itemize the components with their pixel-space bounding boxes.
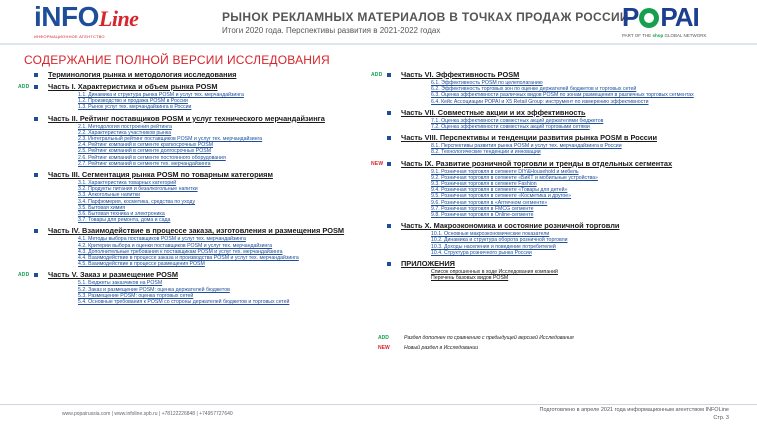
legend-text: Новый раздел в Исследовании (404, 345, 479, 351)
bullet-square-icon (387, 136, 391, 140)
toc-subsection[interactable]: 4.5. Взаимодействие в процессе размещения POSM (78, 261, 205, 268)
toc-entry[interactable] (371, 221, 741, 256)
toc-subsection[interactable]: 10.3. Доходы населения и поведение потребителей (431, 243, 556, 250)
toc-subsection[interactable]: 10.2. Динамика и структура оборота розничной торговли (431, 237, 568, 244)
toc-subsection[interactable]: 2.7. Рейтинг компаний в сегменте тех. мерчандайзинга (78, 160, 211, 167)
toc-subsection[interactable]: 9.5. Розничная торговля в сегменте «Косметика и другое» (431, 193, 572, 200)
toc-subsection[interactable]: 9.6. Розничная торговля в «Аптечном сегменте» (431, 199, 548, 206)
toc-entry[interactable] (18, 270, 360, 305)
bullet-square-icon (34, 229, 38, 233)
toc-subsection[interactable]: 7.2. Оценка эффективности совместных акций торговыми сетями (431, 124, 590, 131)
toc-subsection[interactable]: 2.4. Рейтинг компаний в сегменте краткосрочных POSM (78, 142, 214, 149)
toc-subsection-list (78, 280, 360, 305)
toc-subsection[interactable]: 5.3. Размещение POSM: оценка торговых сетей (78, 292, 194, 299)
toc-subsection[interactable]: 4.4. Взаимодействие в процессе заказа и производства POSM и услуг тех. мерчандайзинга (78, 255, 299, 262)
toc-entry-title[interactable]: ПРИЛОЖЕНИЯ (401, 259, 455, 269)
toc-subsection[interactable]: 3.6. Бытовая техника и электроника (78, 211, 165, 218)
toc-subsection-list (431, 231, 741, 256)
popai-logo (622, 2, 728, 38)
toc-subsection[interactable]: 2.3. Интегральный рейтинг поставщиков POSM и услуг тех. мерчандайзинга (78, 136, 263, 143)
toc-subsection[interactable]: 9.3. Розничная торговля в сегменте Fashion (431, 181, 537, 188)
add-badge: ADD (371, 72, 383, 78)
toc-entry-title[interactable]: Часть II. Рейтинг поставщиков POSM и услуг технического мерчандайзинга (48, 113, 325, 123)
toc-subsection[interactable]: 9.1. Розничная торговля в сегменте DIY&Household и мебель (431, 168, 579, 175)
toc-subsection-list (78, 92, 360, 111)
toc-subsection[interactable]: 2.1. Методология построения рейтинга (78, 123, 172, 130)
toc-entry[interactable] (18, 114, 360, 167)
toc-subsection[interactable]: Перечень базовых видов POSM (431, 275, 509, 282)
toc-subsection[interactable]: 4.2. Критерии выбора и оценки поставщиков POSM и услуг тех. мерчандайзинга (78, 242, 273, 249)
toc-left-column (18, 70, 360, 308)
footer-contacts[interactable]: www.popairussia.com | www.infoline.spb.ru | +78122226848 | +74957727640 (62, 411, 233, 417)
toc-subsection[interactable]: 3.3. Алкогольные напитки (78, 192, 140, 199)
toc-entry[interactable] (371, 159, 741, 219)
toc-subsection[interactable]: 6.1. Эффективность POSM по целеполаганию (431, 80, 543, 86)
popai-o-icon (639, 8, 659, 28)
toc-entry[interactable] (371, 259, 741, 281)
toc-entry-title[interactable]: Часть IX. Развитие розничной торговли и тренды в отдельных сегментах (401, 158, 673, 168)
bullet-square-icon (34, 117, 38, 121)
toc-subsection-list (431, 169, 741, 219)
toc-entry-title[interactable]: Часть III. Сегментация рынка POSM по товарным категориям (48, 170, 273, 180)
toc-subsection[interactable]: 3.2. Продукты питания и безалкогольные напитки (78, 186, 198, 193)
toc-entry[interactable] (18, 70, 360, 79)
toc-subsection[interactable]: 9.8. Розничная торговля в Online-сегменте (431, 212, 534, 219)
toc-subsection[interactable]: 3.1. Характеристика товарных категорий (78, 180, 177, 187)
bullet-square-icon (34, 173, 38, 177)
toc-subsection[interactable]: 1.2. Производство и продажа POSM в России (78, 98, 188, 105)
report-title: РЫНОК РЕКЛАМНЫХ МАТЕРИАЛОВ В ТОЧКАХ ПРОДАЖ РОССИИ (222, 10, 629, 24)
toc-entry[interactable] (18, 170, 360, 223)
footer-prepared: Подготовлено в апреле 2021 года информационным агентством INFOLine (539, 407, 729, 413)
logo-tagline: ИНФОРМАЦИОННОЕ АГЕНТСТВО (34, 34, 105, 39)
toc-subsection[interactable]: 5.2. Заказ и размещение POSM: оценка держателей бюджетов (78, 286, 230, 293)
legend-text: Раздел дополнен по сравнению с предыдущей версией Исследования (404, 335, 574, 341)
bullet-square-icon (387, 111, 391, 115)
logo-main-text: iNFO (34, 1, 99, 32)
add-badge: ADD (18, 272, 30, 279)
toc-subsection[interactable]: 9.7. Розничная торговля в FMCG сегменте (431, 205, 534, 212)
page-number: Стр. 3 (713, 414, 729, 421)
toc-subsection[interactable]: 1.3. Рынок услуг тех. мерчандайзинга в России (78, 104, 192, 111)
page-header (0, 0, 757, 46)
toc-subsection-list (431, 269, 741, 281)
popai-wordmark: P PAI (622, 2, 699, 32)
section-heading: СОДЕРЖАНИЕ ПОЛНОЙ ВЕРСИИ ИССЛЕДОВАНИЯ (24, 53, 330, 67)
legend-add-badge: ADD (378, 335, 389, 341)
toc-subsection[interactable]: 3.4. Парфюмерия, косметика, средства по уходу (78, 198, 196, 205)
toc-subsection[interactable]: 1.1. Динамика и структура рынка POSM и услуг тех. мерчандайзинга (78, 92, 244, 98)
toc-subsection-list (431, 118, 741, 130)
toc-subsection[interactable]: Список опрошенных в ходе Исследования компаний (431, 269, 558, 276)
toc-entry[interactable] (371, 133, 741, 155)
toc-subsection[interactable]: 9.2. Розничная торговля в сегменте «БиКТ и мобильные устройства» (431, 174, 598, 181)
toc-subsection[interactable]: 5.4. Основные требования к POSM со стороны держателей бюджетов и торговых сетей (78, 299, 290, 306)
toc-subsection[interactable]: 10.1. Основные макроэкономические показатели (431, 231, 550, 238)
popai-tagline: PART OF THE shop GLOBAL NETWORK (622, 33, 707, 38)
bullet-square-icon (34, 73, 38, 77)
bullet-square-icon (387, 262, 391, 266)
bullet-square-icon (387, 162, 391, 166)
toc-subsection[interactable]: 6.3. Оценка эффективности различных видов POSM по зонам размещения в различных торговых сегментах (431, 92, 694, 99)
toc-subsection[interactable]: 4.3. Дополнительные требования к поставщикам POSM и услуг тех. мерчандайзинга (78, 248, 283, 255)
toc-entry-title[interactable]: Часть X. Макроэкономика и состояние розничной торговли (401, 221, 620, 231)
toc-subsection[interactable]: 6.4. Кейс Ассоциации POPAI и X5 Retail Group: инструмент по измерению эффективности (431, 98, 649, 105)
bullet-square-icon (34, 85, 38, 89)
toc-subsection[interactable]: 7.1. Оценка эффективности совместных акций держателями бюджетов (431, 117, 604, 124)
toc-entry-title[interactable]: Часть VIII. Перспективы и тенденции развития рынка POSM в России (401, 133, 657, 143)
toc-entry[interactable] (371, 70, 741, 105)
toc-subsection-list (431, 143, 741, 155)
toc-subsection[interactable]: 5.1. Бюджеты заказчиков на POSM (78, 280, 163, 287)
toc-subsection-list (78, 124, 360, 167)
report-subtitle: Итоги 2020 года. Перспективы развития в 2021-2022 годах (222, 26, 441, 35)
toc-entry-title[interactable]: Терминология рынка и методология исследования (48, 70, 237, 79)
toc-entry-title[interactable]: Часть IV. Взаимодействие в процессе заказа, изготовления и размещения POSM (48, 226, 345, 236)
toc-subsection[interactable]: 10.4. Структура розничного рынка России (431, 249, 532, 256)
toc-subsection-list (431, 80, 741, 105)
logo-accent-text: Line (98, 6, 139, 31)
toc-entry[interactable] (18, 226, 360, 267)
toc-entry-title[interactable]: Часть I. Характеристика и объем рынка POSM (48, 82, 218, 91)
toc-subsection[interactable]: 6.2. Эффективность торговых зон по оценке держателей бюджетов и торговых сетей (431, 86, 637, 93)
bullet-square-icon (387, 224, 391, 228)
toc-subsection[interactable]: 9.4. Розничная торговля в сегменте «Товары для детей» (431, 187, 568, 194)
toc-subsection[interactable]: 2.5. Рейтинг компаний в сегменте долгосрочных POSM (78, 148, 212, 155)
toc-entry-title[interactable]: Часть VII. Совместные акции и их эффективность (401, 107, 586, 117)
footer-info (540, 407, 729, 422)
add-badge: ADD (18, 84, 30, 90)
bullet-square-icon (34, 273, 38, 277)
toc-subsection[interactable]: 3.5. Бытовая химия (78, 204, 126, 211)
header-divider (0, 43, 757, 45)
toc-subsection[interactable]: 2.2. Характеристика участников рынка (78, 129, 172, 136)
new-badge: NEW (371, 160, 384, 167)
toc-subsection[interactable]: 4.1. Методы выбора поставщиков POSM и услуг тех. мерчандайзинга (78, 236, 246, 243)
footer-divider (0, 404, 757, 405)
toc-entry[interactable] (18, 82, 360, 111)
toc-entry-title[interactable]: Часть V. Заказ и размещение POSM (48, 270, 179, 280)
toc-subsection[interactable]: 3.7. Товары для ремонта, дома и сада (78, 217, 171, 224)
toc-right-column (371, 70, 741, 284)
toc-entry[interactable] (371, 108, 741, 130)
toc-entry-title[interactable]: Часть VI. Эффективность POSM (401, 70, 520, 79)
toc-subsection[interactable]: 2.6. Рейтинг компаний в сегменте постоянного оборудования (78, 154, 226, 161)
toc-subsection-list (78, 236, 360, 267)
toc-subsection[interactable]: 8.1. Перспективы развития рынка POSM и услуг тех. мерчандайзинга в России (431, 143, 622, 150)
infoline-logo (34, 3, 138, 39)
bullet-square-icon (387, 73, 391, 77)
legend-new-badge: NEW (378, 345, 390, 351)
toc-subsection[interactable]: 8.2. Технологические тенденции и инновации (431, 149, 541, 156)
toc-subsection-list (78, 180, 360, 223)
